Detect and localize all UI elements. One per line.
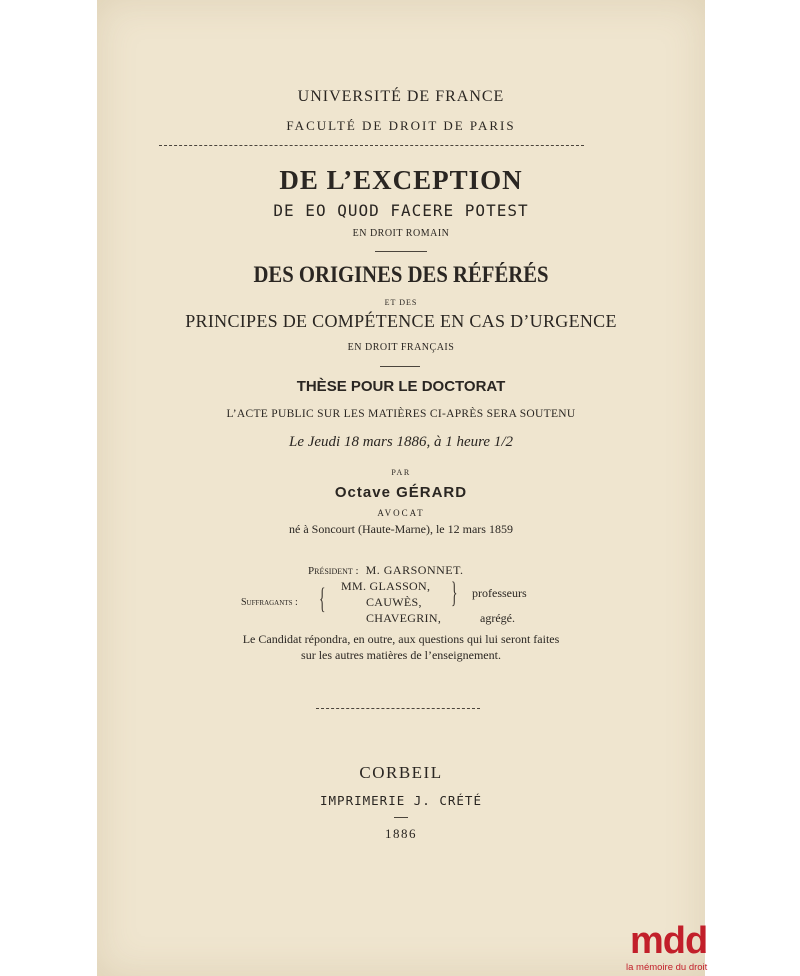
imprint-printer: IMPRIMERIE J. CRÉTÉ (320, 793, 482, 808)
jury-member-2: CAUWÈS, (366, 595, 422, 609)
president-name: M. GARSONNET. (365, 563, 464, 577)
right-brace: } (450, 576, 458, 609)
header-divider (159, 145, 584, 146)
jury-member-3: CHAVEGRIN, (366, 611, 442, 625)
french-law-note: EN DROIT FRANÇAIS (347, 342, 455, 353)
jury-member-1: MM. GLASSON, (341, 579, 431, 593)
mdd-logo-mark: mdd (630, 920, 708, 962)
document-page (97, 0, 708, 976)
jury-role-professors: professeurs (472, 586, 527, 600)
thesis-statement: L’ACTE PUBLIC SUR LES MATIÈRES CI-APRÈS SERA SOUTENU (226, 408, 576, 420)
roman-law-note: EN DROIT ROMAIN (352, 228, 450, 239)
faculty-heading: FACULTÉ DE DROIT DE PARIS (286, 118, 516, 133)
mdd-logo (626, 920, 710, 976)
author-role: AVOCAT (377, 508, 425, 518)
jury-president (308, 563, 464, 578)
notice-divider (316, 708, 480, 709)
suffragants-label: Suffragants : (241, 597, 298, 608)
mdd-logo-tagline: la mémoire du droit (626, 962, 708, 973)
author-name: Octave GÉRARD (334, 484, 468, 501)
second-title: DES ORIGINES DES RÉFÉRÉS (253, 262, 549, 287)
university-heading: UNIVERSITÉ DE FRANCE (297, 88, 505, 105)
author-birth: né à Soncourt (Haute-Marne), le 12 mars 1859 (289, 522, 513, 536)
thesis-heading: THÈSE POUR LE DOCTORAT (296, 378, 506, 395)
connector-text: ET DES (384, 298, 418, 307)
third-title: PRINCIPES DE COMPÉTENCE EN CAS D’URGENCE (185, 311, 617, 331)
imprint-divider (394, 817, 408, 818)
left-brace: { (318, 582, 326, 615)
imprint-city: CORBEIL (359, 763, 443, 782)
jury-role-agrege: agrégé. (480, 611, 515, 625)
defense-date: Le Jeudi 18 mars 1886, à 1 heure 1/2 (288, 434, 513, 450)
notice-line-2: sur les autres matières de l’enseignement. (301, 648, 501, 662)
notice-line-1: Le Candidat répondra, en outre, aux questions qui lui seront faites (242, 632, 560, 646)
par-text: PAR (391, 468, 411, 477)
imprint-year: 1886 (385, 826, 417, 841)
title-divider-2 (380, 366, 420, 367)
title-divider-1 (375, 251, 427, 252)
main-title: DE L’EXCEPTION (279, 165, 523, 195)
president-label: Président : (308, 565, 359, 577)
latin-subtitle: DE EO QUOD FACERE POTEST (273, 201, 529, 220)
